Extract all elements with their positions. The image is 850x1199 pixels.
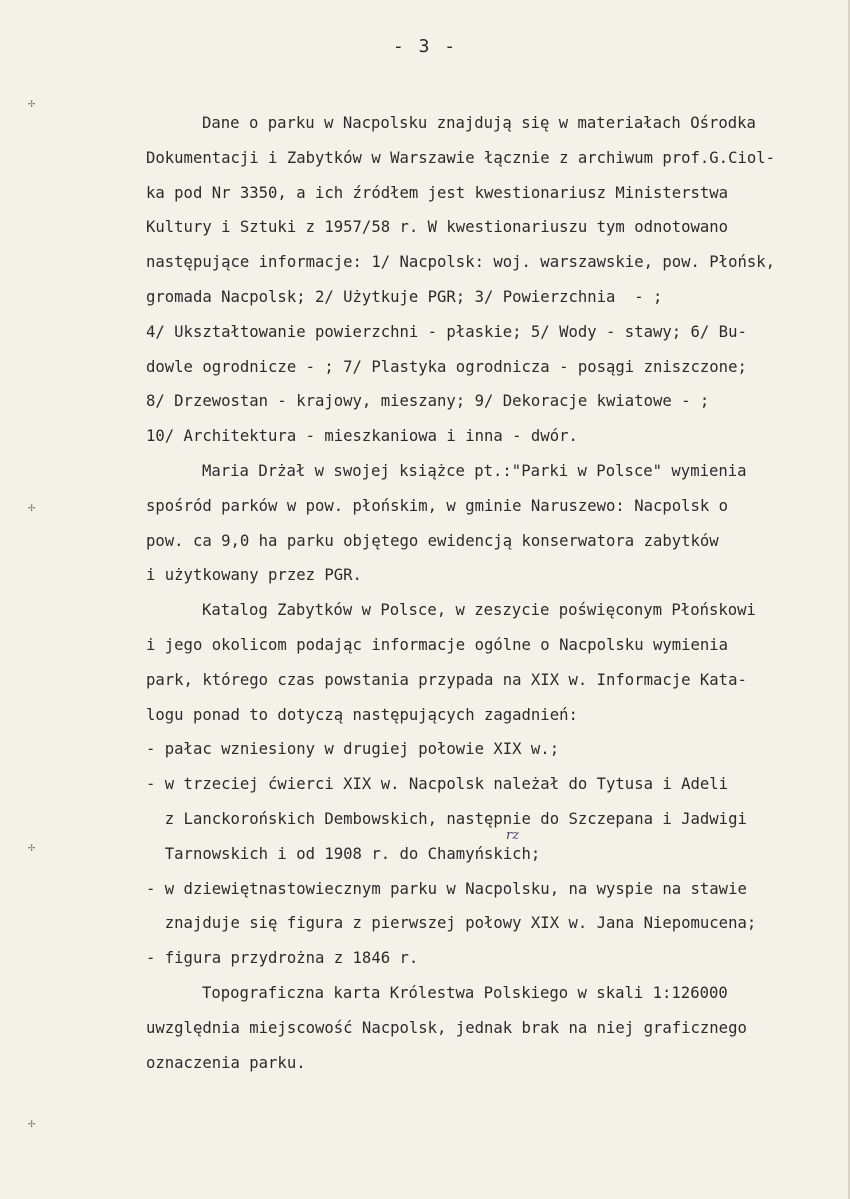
list-item-line: - w trzeciej ćwierci XIX w. Nacpolsk należał do Tytusa i Adeli <box>146 775 729 794</box>
text-line: następujące informacje: 1/ Nacpolsk: woj. warszawskie, pow. Płońsk, <box>146 253 776 272</box>
text-line: spośród parków w pow. płońskim, w gminie Naruszewo: Nacpolsk o <box>146 496 729 515</box>
punch-hole-mark: ✢ <box>28 1116 36 1130</box>
text-line: Maria Drżał w swojej książce pt.:"Parki w Polsce" wymienia <box>202 461 747 480</box>
text-line: park, którego czas powstania przypada na XIX w. Informacje Kata- <box>146 670 747 689</box>
text-line: logu ponad to dotyczą następujących zagadnień: <box>146 705 578 724</box>
punch-hole-mark: ✢ <box>28 96 36 110</box>
punch-hole-mark: ✢ <box>28 840 36 854</box>
list-item-line: znajduje się figura z pierwszej połowy XIX w. Jana Niepomucena; <box>146 914 757 933</box>
text-line: 10/ Architektura - mieszkaniowa i inna - dwór. <box>146 427 578 446</box>
text-line: i jego okolicom podając informacje ogólne o Nacpolsku wymienia <box>146 635 729 654</box>
text-line: gromada Nacpolsk; 2/ Użytkuje PGR; 3/ Powierzchnia - ; <box>146 287 663 306</box>
list-item-line: z Lanckorońskich Dembowskich, następnie do Szczepana i Jadwigi <box>146 809 747 828</box>
list-item-line: - pałac wzniesiony w drugiej połowie XIX w.; <box>146 740 560 759</box>
text-line: Dane o parku w Nacpolsku znajdują się w materiałach Ośrodka <box>202 114 756 132</box>
text-line: Kultury i Sztuki z 1957/58 r. W kwestionariuszu tym odnotowano <box>146 218 729 237</box>
text-line: i użytkowany przez PGR. <box>146 566 362 585</box>
text-line: dowle ogrodnicze - ; 7/ Plastyka ogrodnicza - posągi zniszczone; <box>146 357 747 376</box>
text-line: Dokumentacji i Zabytków w Warszawie łącznie z archiwum prof.G.Ciol- <box>146 148 776 167</box>
page-number: - 3 - <box>392 36 458 57</box>
text-line: Katalog Zabytków w Polsce, w zeszycie poświęconym Płońskowi <box>202 601 756 620</box>
punch-hole-mark: ✢ <box>28 500 36 514</box>
text-line: Topograficzna karta Królestwa Polskiego w skali 1:126000 <box>202 983 728 1002</box>
text-line: 4/ Ukształtowanie powierzchni - płaskie; 5/ Wody - stawy; 6/ Bu- <box>146 322 747 341</box>
list-item-line: - figura przydrożna z 1846 r. <box>146 949 419 968</box>
text-line: oznaczenia parku. <box>146 1053 306 1072</box>
text-line: uwzględnia miejscowość Nacpolsk, jednak brak na niej graficznego <box>146 1018 747 1037</box>
text-line: ka pod Nr 3350, a ich źródłem jest kwestionariusz Ministerstwa <box>146 183 729 202</box>
list-item-line: - w dziewiętnastowiecznym parku w Nacpolsku, na wyspie na stawie <box>146 879 747 898</box>
text-line: pow. ca 9,0 ha parku objętego ewidencją konserwatora zabytków <box>146 531 719 550</box>
list-item-line: Tarnowskich i od 1908 r. do Chamyńskich; <box>146 844 541 863</box>
text-line: 8/ Drzewostan - krajowy, mieszany; 9/ Dekoracje kwiatowe - ; <box>146 392 710 411</box>
document-body <box>146 106 822 1080</box>
handwritten-correction: rz <box>506 828 520 843</box>
